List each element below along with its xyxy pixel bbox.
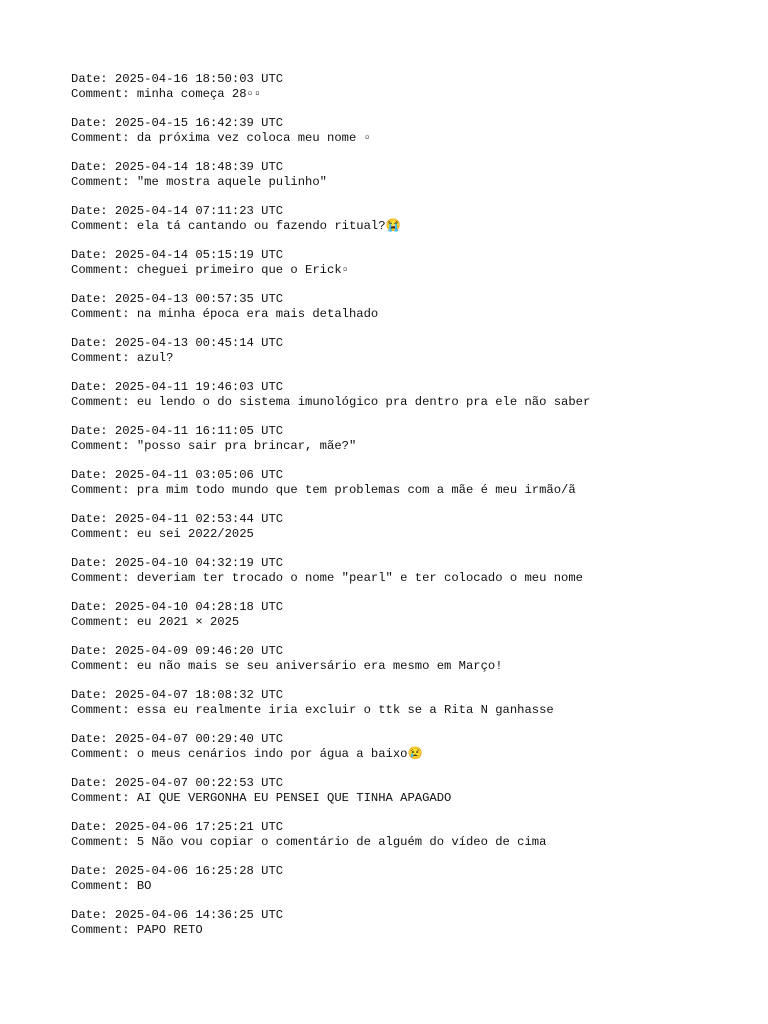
comment-entry — [71, 556, 751, 600]
comment-label: Comment: — [71, 86, 130, 101]
date-label: Date: — [71, 776, 108, 790]
comment-entry — [71, 204, 751, 248]
date-value: 2025-04-16 18:50:03 UTC — [114, 72, 284, 86]
comment-text: "posso sair pra brincar, mãe?" — [136, 438, 357, 453]
comment-text: eu lendo o do sistema imunológico pra dentro pra ele não saber — [136, 394, 591, 409]
comment-line — [71, 483, 751, 498]
comment-entry — [71, 732, 751, 776]
date-label: Date: — [71, 820, 108, 834]
comment-entry — [71, 776, 751, 820]
date-value: 2025-04-15 16:42:39 UTC — [114, 116, 284, 130]
date-value: 2025-04-07 00:29:40 UTC — [114, 732, 284, 746]
comment-text: essa eu realmente iria excluir o ttk se a Rita N ganhasse — [136, 702, 554, 717]
date-label: Date: — [71, 556, 108, 570]
date-line — [71, 248, 751, 263]
date-line — [71, 160, 751, 175]
comment-label: Comment: — [71, 262, 130, 277]
date-label: Date: — [71, 336, 108, 350]
comment-label: Comment: — [71, 790, 130, 805]
date-value: 2025-04-10 04:32:19 UTC — [114, 556, 284, 570]
comment-entry — [71, 644, 751, 688]
date-label: Date: — [71, 116, 108, 130]
date-label: Date: — [71, 72, 108, 86]
comment-label: Comment: — [71, 218, 130, 233]
comment-label: Comment: — [71, 834, 130, 849]
date-line — [71, 732, 751, 747]
date-line — [71, 72, 751, 87]
comment-label: Comment: — [71, 746, 130, 761]
date-value: 2025-04-11 02:53:44 UTC — [114, 512, 284, 526]
date-value: 2025-04-14 05:15:19 UTC — [114, 248, 284, 262]
comment-line — [71, 571, 751, 586]
date-value: 2025-04-06 16:25:28 UTC — [114, 864, 284, 878]
date-value: 2025-04-10 04:28:18 UTC — [114, 600, 284, 614]
comment-line — [71, 175, 751, 190]
comment-text: azul? — [136, 350, 174, 365]
date-label: Date: — [71, 908, 108, 922]
comment-text: eu sei 2022/2025 — [136, 526, 254, 541]
date-value: 2025-04-06 14:36:25 UTC — [114, 908, 284, 922]
comment-label: Comment: — [71, 438, 130, 453]
comment-entry — [71, 116, 751, 160]
comment-label: Comment: — [71, 878, 130, 893]
date-label: Date: — [71, 732, 108, 746]
comment-line — [71, 615, 751, 630]
date-line — [71, 776, 751, 791]
date-value: 2025-04-07 18:08:32 UTC — [114, 688, 284, 702]
comment-entry — [71, 160, 751, 204]
comment-line — [71, 659, 751, 674]
comment-entry — [71, 688, 751, 732]
comment-label: Comment: — [71, 570, 130, 585]
comment-label: Comment: — [71, 350, 130, 365]
date-value: 2025-04-11 16:11:05 UTC — [114, 424, 284, 438]
date-line — [71, 116, 751, 131]
date-line — [71, 908, 751, 923]
date-label: Date: — [71, 864, 108, 878]
comment-line — [71, 307, 751, 322]
comment-text: cheguei primeiro que o Erick▫ — [136, 262, 349, 277]
comment-text: minha começa 28▫▫ — [136, 86, 262, 101]
date-line — [71, 468, 751, 483]
comment-text: BO — [136, 878, 152, 893]
comment-label: Comment: — [71, 702, 130, 717]
comment-label: Comment: — [71, 394, 130, 409]
comment-entry — [71, 600, 751, 644]
comment-entry — [71, 512, 751, 556]
date-line — [71, 688, 751, 703]
date-value: 2025-04-09 09:46:20 UTC — [114, 644, 284, 658]
comment-line — [71, 219, 751, 234]
comment-line — [71, 439, 751, 454]
date-label: Date: — [71, 204, 108, 218]
comment-line — [71, 703, 751, 718]
date-label: Date: — [71, 688, 108, 702]
comment-text: eu 2021 × 2025 — [136, 614, 240, 629]
date-label: Date: — [71, 424, 108, 438]
date-line — [71, 556, 751, 571]
date-line — [71, 292, 751, 307]
comment-label: Comment: — [71, 658, 130, 673]
comment-line — [71, 351, 751, 366]
comment-line — [71, 131, 751, 146]
date-label: Date: — [71, 160, 108, 174]
date-value: 2025-04-07 00:22:53 UTC — [114, 776, 284, 790]
comment-label: Comment: — [71, 306, 130, 321]
comment-label: Comment: — [71, 922, 130, 937]
comment-text: "me mostra aquele pulinho" — [136, 174, 327, 189]
comment-entry — [71, 380, 751, 424]
date-value: 2025-04-14 18:48:39 UTC — [114, 160, 284, 174]
comment-label: Comment: — [71, 174, 130, 189]
comment-text: ela tá cantando ou fazendo ritual?😭 — [136, 218, 401, 233]
comment-entry — [71, 820, 751, 864]
date-label: Date: — [71, 644, 108, 658]
date-line — [71, 424, 751, 439]
comment-line — [71, 923, 751, 938]
comment-line — [71, 747, 751, 762]
comment-text: o meus cenários indo por água a baixo😢 — [136, 746, 423, 761]
date-label: Date: — [71, 380, 108, 394]
comment-text: na minha época era mais detalhado — [136, 306, 379, 321]
date-line — [71, 644, 751, 659]
comment-label: Comment: — [71, 526, 130, 541]
date-label: Date: — [71, 292, 108, 306]
comment-text: pra mim todo mundo que tem problemas com a mãe é meu irmão/ã — [136, 482, 576, 497]
date-line — [71, 820, 751, 835]
comment-entry — [71, 248, 751, 292]
comment-text: eu não mais se seu aniversário era mesmo em Março! — [136, 658, 503, 673]
comment-entry — [71, 292, 751, 336]
date-value: 2025-04-11 03:05:06 UTC — [114, 468, 284, 482]
date-line — [71, 336, 751, 351]
comment-line — [71, 263, 751, 278]
comment-line — [71, 835, 751, 850]
comment-label: Comment: — [71, 130, 130, 145]
date-line — [71, 600, 751, 615]
comment-entry — [71, 864, 751, 908]
comment-text: AI QUE VERGONHA EU PENSEI QUE TINHA APAGADO — [136, 790, 452, 805]
date-label: Date: — [71, 600, 108, 614]
date-value: 2025-04-13 00:45:14 UTC — [114, 336, 284, 350]
comment-text: da próxima vez coloca meu nome ▫ — [136, 130, 371, 145]
comment-line — [71, 87, 751, 102]
date-value: 2025-04-06 17:25:21 UTC — [114, 820, 284, 834]
date-value: 2025-04-13 00:57:35 UTC — [114, 292, 284, 306]
date-line — [71, 204, 751, 219]
comment-entry — [71, 336, 751, 380]
date-line — [71, 380, 751, 395]
comment-list — [71, 72, 751, 952]
comment-line — [71, 527, 751, 542]
comment-entry — [71, 468, 751, 512]
comment-line — [71, 879, 751, 894]
comment-text: deveriam ter trocado o nome "pearl" e ter colocado o meu nome — [136, 570, 583, 585]
date-label: Date: — [71, 512, 108, 526]
date-line — [71, 512, 751, 527]
date-value: 2025-04-14 07:11:23 UTC — [114, 204, 284, 218]
comment-entry — [71, 908, 751, 952]
comment-label: Comment: — [71, 482, 130, 497]
comment-label: Comment: — [71, 614, 130, 629]
date-label: Date: — [71, 248, 108, 262]
date-label: Date: — [71, 468, 108, 482]
comment-entry — [71, 72, 751, 116]
date-value: 2025-04-11 19:46:03 UTC — [114, 380, 284, 394]
comment-line — [71, 791, 751, 806]
comment-line — [71, 395, 751, 410]
comment-text: PAPO RETO — [136, 922, 203, 937]
comment-entry — [71, 424, 751, 468]
comment-text: 5 Não vou copiar o comentário de alguém do vídeo de cima — [136, 834, 547, 849]
date-line — [71, 864, 751, 879]
